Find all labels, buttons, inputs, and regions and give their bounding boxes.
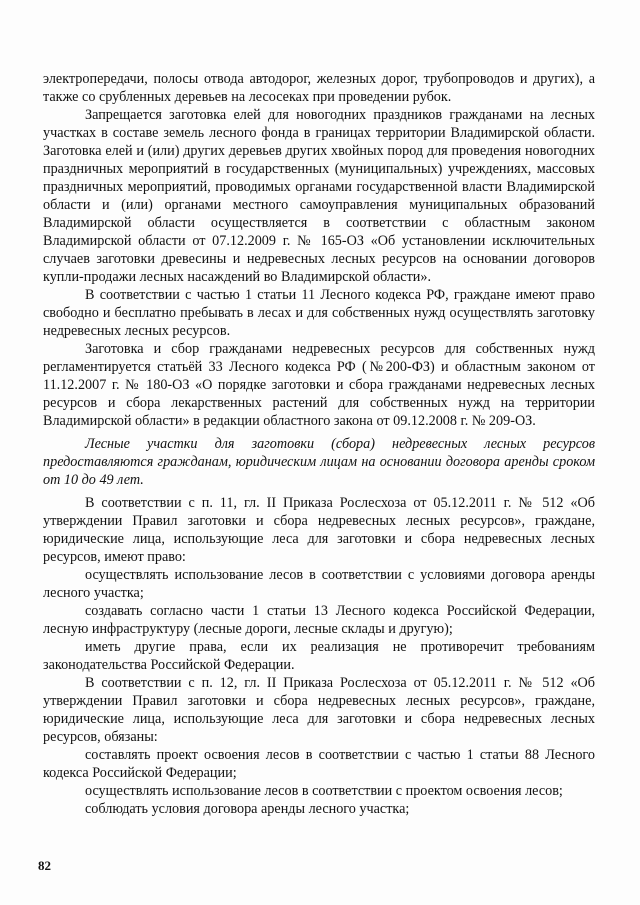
paragraph-8: создавать согласно части 1 статьи 13 Лесного кодекса Российской Федерации, лесную инфраструктуру (лесные дороги, лесные склады и другую); — [43, 603, 595, 637]
paragraph-1: электропередачи, полосы отвода автодорог, железных дорог, трубопроводов и других), а также со срубленных деревьев на лесосеках при проведении рубок. — [43, 71, 595, 105]
paragraph-7: осуществлять использование лесов в соответствии с условиями договора аренды лесного участка; — [43, 567, 595, 601]
paragraph-10: В соответствии с п. 12, гл. II Приказа Рослесхоза от 05.12.2011 г. № 512 «Об утверждении Правил заготовки и сбора недревесных лесных ресурсов», граждане, юридические лица, использующие леса для заготовки и сбора недревесных лесных ресурсов, обязаны: — [43, 675, 595, 745]
paragraph-5-italic: Лесные участки для заготовки (сбора) недревесных лесных ресурсов предоставляются гражданам, юридическим лицам на основании договора аренды сроком от 10 до 49 лет. — [43, 436, 595, 488]
paragraph-6: В соответствии с п. 11, гл. II Приказа Рослесхоза от 05.12.2011 г. № 512 «Об утверждении Правил заготовки и сбора недревесных лесных ресурсов», граждане, юридические лица, использующие леса для заготовки и сбора недревесных лесных ресурсов, имеют право: — [43, 495, 595, 565]
paragraph-4: Заготовка и сбор гражданами недревесных ресурсов для собственных нужд регламентируется статьёй 33 Лесного кодекса РФ (№200-ФЗ) и областным законом от 11.12.2007 г. № 180-ОЗ «О порядке заготовки и сбора гражданами недревесных лесных ресурсов и сбора лекарственных растений для собственных нужд на территории Владимирской области» в редакции областного закона от 09.12.2008 г. № 209-ОЗ. — [43, 341, 595, 429]
paragraph-3: В соответствии с частью 1 статьи 11 Лесного кодекса РФ, граждане имеют право свободно и бесплатно пребывать в лесах и для собственных нужд осуществлять заготовку недревесных лесных ресурсов. — [43, 287, 595, 339]
paragraph-12: осуществлять использование лесов в соответствии с проектом освоения лесов; — [85, 783, 563, 799]
paragraph-13: соблюдать условия договора аренды лесного участка; — [85, 801, 410, 817]
paragraph-11: составлять проект освоения лесов в соответствии с частью 1 статьи 88 Лесного кодекса Российской Федерации; — [43, 747, 595, 781]
paragraph-9: иметь другие права, если их реализация не противоречит требованиям законодательства Российской Федерации. — [43, 639, 595, 673]
page-body-text — [43, 70, 595, 818]
page-number: 82 — [38, 858, 51, 873]
paragraph-2: Запрещается заготовка елей для новогодних праздников гражданами на лесных участках в составе земель лесного фонда в границах территории Владимирской области. Заготовка елей и (или) других деревьев других хвойных пород для проведения новогодних праздничных мероприятий в государственных (муниципальных) учреждениях, массовых праздничных мероприятий, проводимых органами государственной власти Владимирской области и (или) органами местного самоуправления муниципальных образований Владимирской области осуществляется в соответствии с областным законом Владимирской области от 07.12.2009 г. № 165-ОЗ «Об установлении исключительных случаев заготовки древесины и недревесных лесных ресурсов на основании договоров купли-продажи лесных насаждений во Владимирской области». — [43, 107, 595, 285]
